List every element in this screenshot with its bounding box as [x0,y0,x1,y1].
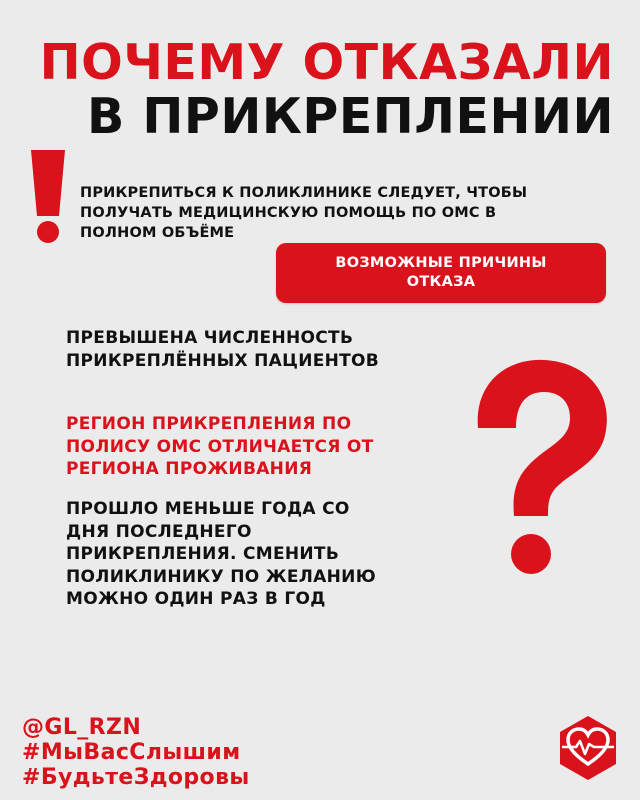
hashtag-be-healthy: #БудьтеЗдоровы [22,765,250,790]
exclamation-icon [28,150,68,245]
hashtag-account: @GL_RZN [22,715,142,740]
possible-reasons-banner [276,243,606,303]
title-line-1: ПОЧЕМУ ОТКАЗАЛИ [39,34,614,91]
reason-item-3: ПРОШЛО МЕНЬШЕ ГОДА СО ДНЯ ПОСЛЕДНЕГО ПРИКРЕПЛЕНИЯ. СМЕНИТЬ ПОЛИКЛИНИКУ ПО ЖЕЛАНИЮ МОЖНО ОДИН РАЗ В ГОД [66,499,376,609]
health-heart-logo-icon [554,714,622,782]
reason-item-2: РЕГИОН ПРИКРЕПЛЕНИЯ ПО ПОЛИСУ ОМС ОТЛИЧАЕТСЯ ОТ РЕГИОНА ПРОЖИВАНИЯ [66,414,374,479]
hashtag-we-hear-you: #МыВасСлышим [22,740,241,765]
intro-text: ПРИКРЕПИТЬСЯ К ПОЛИКЛИНИКЕ СЛЕДУЕТ, ЧТОБЫ ПОЛУЧАТЬ МЕДИЦИНСКУЮ ПОМОЩЬ ПО ОМС В ПОЛНОМ ОБЪЁМЕ [80,184,528,241]
reason-item-1: ПРЕВЫШЕНА ЧИСЛЕННОСТЬ ПРИКРЕПЛЁННЫХ ПАЦИЕНТОВ [66,328,380,371]
title-line-2: В ПРИКРЕПЛЕНИИ [87,88,614,145]
question-mark-icon [446,352,626,582]
possible-reasons-label: ВОЗМОЖНЫЕ ПРИЧИНЫ ОТКАЗА [335,255,547,290]
